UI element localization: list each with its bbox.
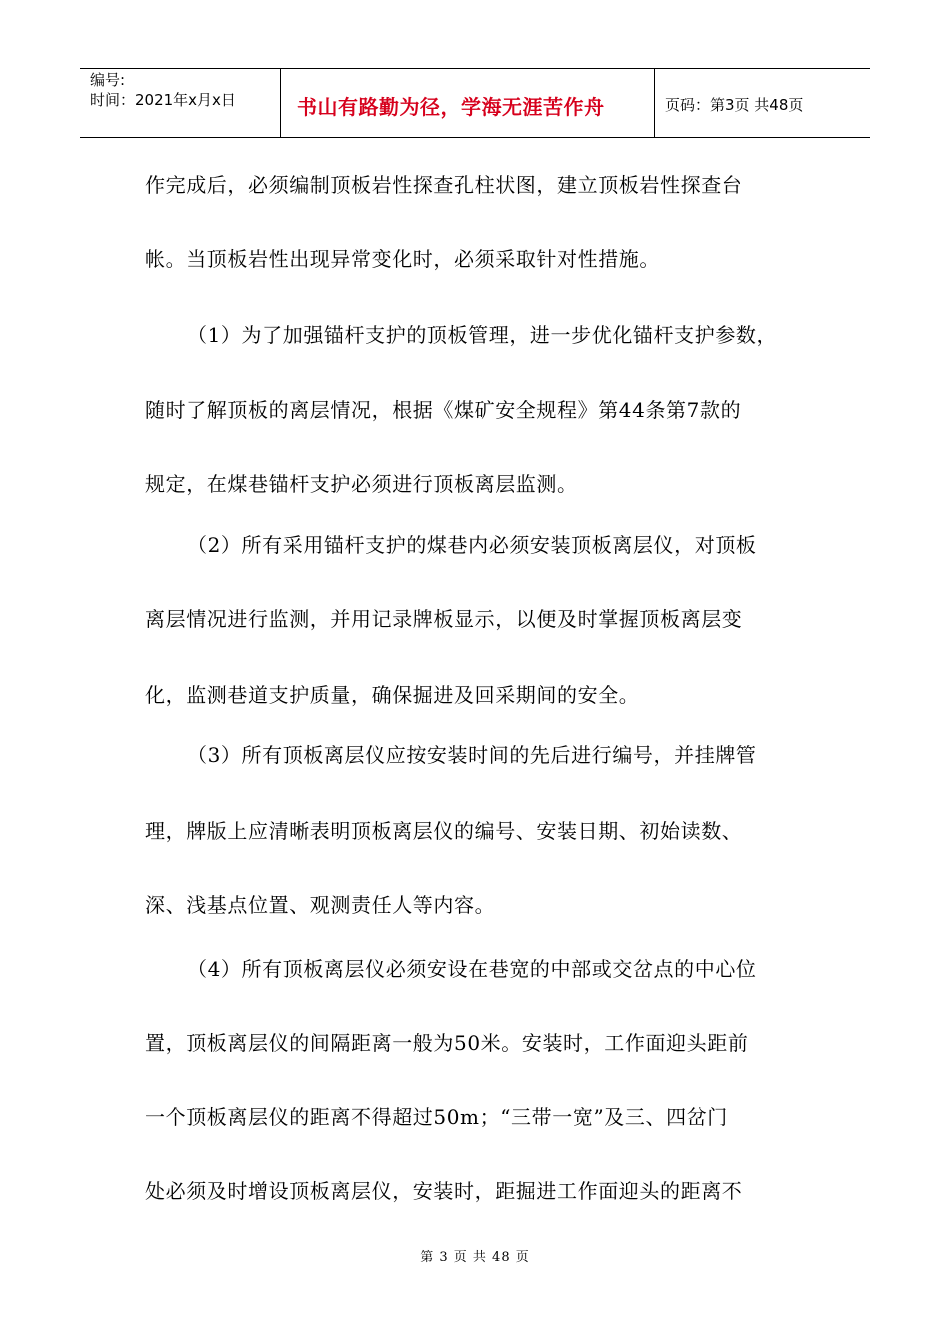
header-motto-cell — [281, 69, 655, 137]
body-line: 理，牌版上应清晰表明顶板离层仪的编号、安装日期、初始读数、 — [145, 819, 743, 843]
body-line: 规定，在煤巷锚杆支护必须进行顶板离层监测。 — [145, 472, 578, 496]
paragraph-1-start: （1）为了加强锚杆支护的顶板管理，进一步优化锚杆支护参数， — [187, 323, 778, 347]
header-page-cell — [655, 69, 870, 137]
paragraph-2-start: （2）所有采用锚杆支护的煤巷内必须安装顶板离层仪，对顶板 — [187, 533, 757, 557]
body-line: 化，监测巷道支护质量，确保掘进及回采期间的安全。 — [145, 683, 640, 707]
body-line: 深、浅基点位置、观测责任人等内容。 — [145, 893, 496, 917]
body-line: 处必须及时增设顶板离层仪，安装时，距掘进工作面迎头的距离不 — [145, 1179, 743, 1203]
header-motto: 书山有路勤为径，学海无涯苦作舟 — [297, 95, 605, 119]
body-line: 置，顶板离层仪的间隔距离一般为50米。安装时，工作面迎头距前 — [145, 1031, 749, 1055]
header-meta-cell — [80, 69, 281, 137]
page-header — [80, 68, 870, 138]
page-footer: 第 3 页 共 48 页 — [420, 1250, 530, 1265]
body-line: 帐。当顶板岩性出现异常变化时，必须采取针对性措施。 — [145, 247, 660, 271]
body-line: 随时了解顶板的离层情况，根据《煤矿安全规程》第44条第7款的 — [145, 398, 742, 422]
document-date-label: 时间：2021年x月x日 — [90, 91, 236, 109]
paragraph-4-start: （4）所有顶板离层仪必须安设在巷宽的中部或交岔点的中心位 — [187, 957, 757, 981]
document-number-label: 编号: — [90, 71, 126, 89]
body-line: 一个顶板离层仪的距离不得超过50m；“三带一宽”及三、四岔门 — [145, 1105, 728, 1129]
paragraph-3-start: （3）所有顶板离层仪应按安装时间的先后进行编号，并挂牌管 — [187, 743, 757, 767]
body-line: 作完成后，必须编制顶板岩性探查孔柱状图，建立顶板岩性探查台 — [145, 173, 743, 197]
body-line: 离层情况进行监测，并用记录牌板显示，以便及时掌握顶板离层变 — [145, 607, 743, 631]
header-page-number: 页码：第3页 共48页 — [665, 96, 804, 114]
